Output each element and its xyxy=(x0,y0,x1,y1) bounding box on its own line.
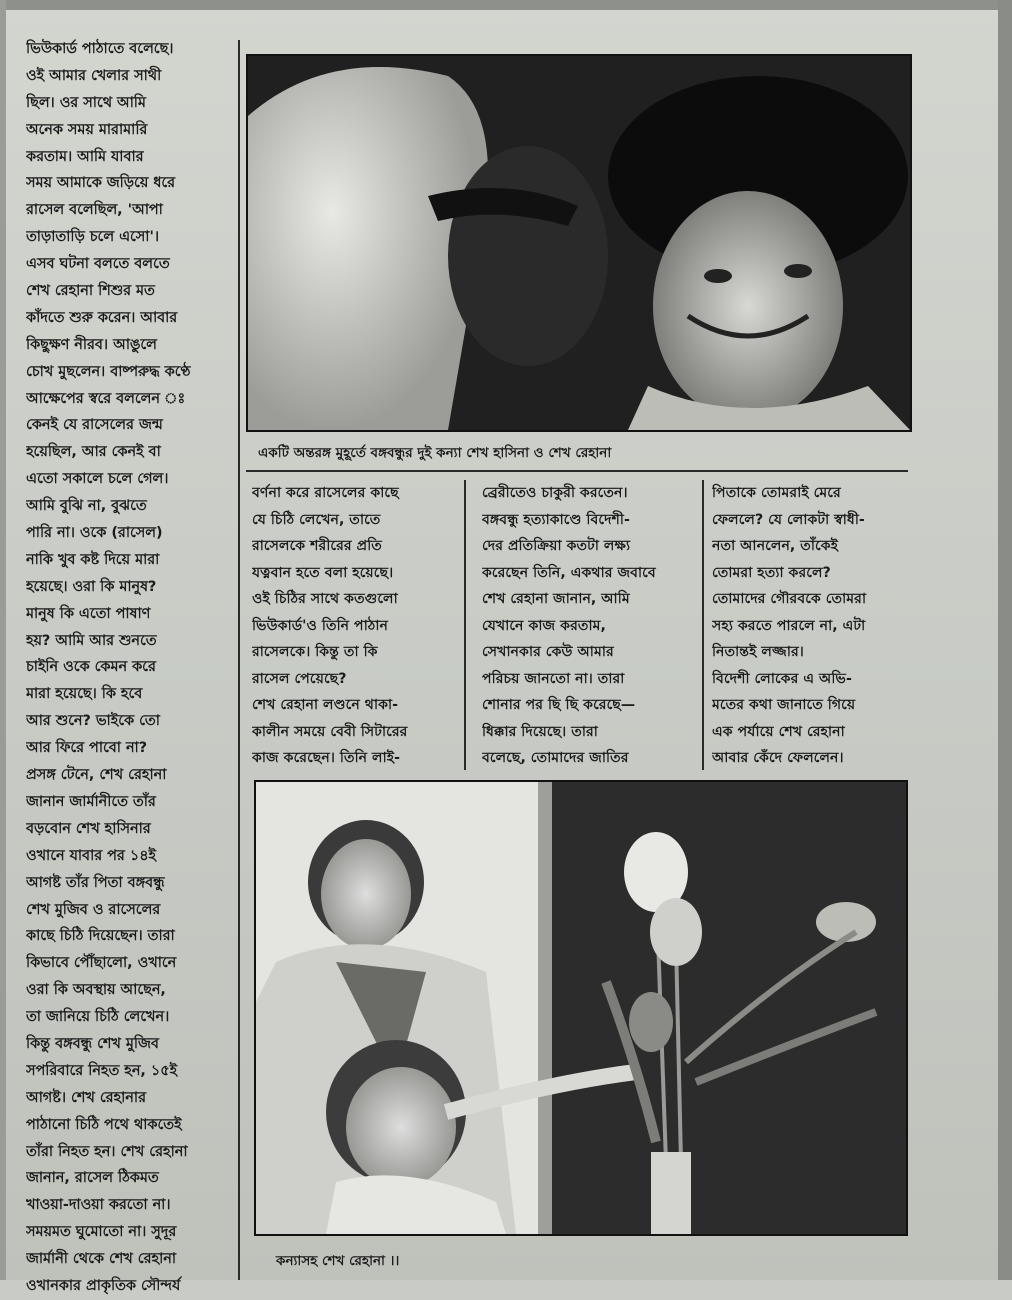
text-line: সময় আমাকে জড়িয়ে ধরে xyxy=(26,175,176,192)
text-line: কিন্তু বঙ্গবন্ধু শেখ মুজিব xyxy=(26,1035,159,1052)
text-line: ভিউকার্ড পাঠাতে বলেছে। xyxy=(26,41,174,57)
text-line: ওই আমার খেলার সাথী xyxy=(26,67,162,84)
text-column-mid-2 xyxy=(482,480,696,772)
text-line: শেখ রেহানা জানান, আমি xyxy=(482,591,630,607)
text-line: অনেক সময় মারামারি xyxy=(26,121,148,138)
text-line: করেছেন তিনি, একথার জবাবে xyxy=(482,564,656,581)
column-divider-mid-2 xyxy=(702,480,704,770)
text-line: তাঁরা নিহত হন। শেখ রেহানা xyxy=(26,1143,188,1160)
text-line: এসব ঘটনা বলতে বলতে xyxy=(26,256,170,273)
text-line: এক পর্যায়ে শেখ রেহানা xyxy=(712,723,845,740)
text-line: দের প্রতিক্রিয়া কতটা লক্ষ্য xyxy=(482,538,631,554)
text-line: যেখানে কাজ করতাম, xyxy=(482,617,606,634)
text-line: শেখ রেহানা শিশুর মত xyxy=(26,283,155,300)
text-line: রাসেল পেয়েছে? xyxy=(252,670,347,687)
text-line: শেখ মুজিব ও রাসেলের xyxy=(26,901,161,918)
text-line: ধিক্কার দিয়েছে। তারা xyxy=(482,723,598,740)
text-line: তাড়াতাড়ি চলে এসো'। xyxy=(26,229,160,246)
text-line: পিতাকে তোমরাই মেরে xyxy=(712,485,841,501)
text-line: প্রসঙ্গ টেনে, শেখ রেহানা xyxy=(26,767,167,784)
text-line: নাকি খুব কষ্ট দিয়ে মারা xyxy=(26,551,160,568)
text-line: মারা হয়েছে। কি হবে xyxy=(26,686,143,703)
page-top-edge xyxy=(0,0,1012,10)
text-line: বিদেশী লোকের এ অভি- xyxy=(712,670,852,687)
text-line: নতা আনলেন, তাঁকেই xyxy=(712,538,839,554)
text-line: বড়বোন শেখ হাসিনার xyxy=(26,820,151,837)
text-line: ওরা কি অবস্থায় আছেন, xyxy=(26,982,166,999)
caption-rule xyxy=(246,470,908,472)
text-line: ওখানে যাবার পর ১৪ই xyxy=(26,847,157,864)
text-line: শেখ রেহানা লণ্ডনে থাকা- xyxy=(252,697,398,713)
text-line: ব্রেরীতেও চাকুরী করতেন। xyxy=(482,485,628,501)
photo-sisters xyxy=(246,54,912,432)
text-line: সহ্য করতে পারলে না, এটা xyxy=(712,617,866,634)
text-line: কালীন সময়ে বেবী সিটারের xyxy=(252,723,408,740)
text-line: ছিল। ওর সাথে আমি xyxy=(26,94,146,111)
text-line: কাছে চিঠি দিয়েছেন। তারা xyxy=(26,928,175,945)
text-line: আগষ্ট। শেখ রেহানার xyxy=(26,1089,146,1106)
text-line: হয়েছিল, আর কেনই বা xyxy=(26,444,161,461)
text-line: পরিচয় জানতো না। তারা xyxy=(482,670,625,687)
text-line: সপরিবারে নিহত হন, ১৫ই xyxy=(26,1062,178,1079)
photo-mother-child xyxy=(254,780,908,1236)
text-line: আগষ্ট তাঁর পিতা বঙ্গবন্ধু xyxy=(26,874,165,891)
text-line: বলেছে, তোমাদের জাতির xyxy=(482,750,629,766)
column-divider-left xyxy=(238,40,240,1280)
text-line: ওই চিঠির সাথে কতগুলো xyxy=(252,591,398,607)
photo-sisters-image xyxy=(248,56,910,430)
text-line: ভিউকার্ড'ও তিনি পাঠান xyxy=(252,617,388,634)
text-line: আবার কেঁদে ফেললেন। xyxy=(712,750,844,766)
text-line: সময়মত ঘুমোতো না। সুদূর xyxy=(26,1224,177,1241)
text-line: বঙ্গবন্ধু হত্যাকাণ্ডে বিদেশী- xyxy=(482,511,630,528)
text-line: কিভাবে পৌঁছালো, ওখানে xyxy=(26,955,177,972)
text-line: এতো সকালে চলে গেল। xyxy=(26,471,169,488)
photo-mother-child-caption: কন্যাসহ শেখ রেহানা ।। xyxy=(276,1253,400,1269)
page-left-edge xyxy=(0,0,6,1280)
text-line: জানান, রাসেল ঠিকমত xyxy=(26,1170,159,1187)
text-line: কাজ করেছেন। তিনি লাই- xyxy=(252,750,401,766)
text-line: বর্ণনা করে রাসেলের কাছে xyxy=(252,485,399,501)
text-line: সেখানকার কেউ আমার xyxy=(482,644,614,660)
text-line: কাঁদতে শুরু করেন। আবার xyxy=(26,309,178,326)
text-line: ফেললে? যে লোকটা স্বাধী- xyxy=(712,511,865,528)
text-line: কেনই যে রাসেলের জন্ম xyxy=(26,417,163,434)
text-line: চাইনি ওকে কেমন করে xyxy=(26,659,156,676)
text-line: যত্নবান হতে বলা হয়েছে। xyxy=(252,564,394,581)
photo-mother-child-image xyxy=(256,782,906,1234)
text-line: যে চিঠি লেখেন, তাতে xyxy=(252,511,381,528)
text-line: আর ফিরে পাবো না? xyxy=(26,740,148,757)
text-line: তোমাদের গৌরবকে তোমরা xyxy=(712,591,867,607)
text-column-mid-1 xyxy=(252,480,458,772)
page-right-edge xyxy=(998,0,1012,1280)
text-line: কিছুক্ষণ নীরব। আঙুলে xyxy=(26,336,157,353)
text-line: হয়েছে। ওরা কি মানুষ? xyxy=(26,578,157,595)
text-column-mid-3 xyxy=(712,480,934,772)
column-divider-mid-1 xyxy=(464,480,466,770)
text-line: মানুষ কি এতো পাষাণ xyxy=(26,605,151,622)
text-line: শোনার পর ছি ছি করেছে— xyxy=(482,697,636,713)
text-line: পারি না। ওকে (রাসেল) xyxy=(26,525,163,542)
text-line: খাওয়া-দাওয়া করতো না। xyxy=(26,1197,171,1214)
text-line: আক্ষেপের স্বরে বললেন ঃ xyxy=(26,390,186,407)
text-line: মতের কথা জানাতে গিয়ে xyxy=(712,697,856,713)
text-line: করতাম। আমি যাবার xyxy=(26,148,144,165)
text-line: জার্মানী থেকে শেখ রেহানা xyxy=(26,1251,177,1268)
text-column-left xyxy=(26,36,232,1300)
text-line: তোমরা হত্যা করলে? xyxy=(712,564,831,581)
text-line: চোখ মুছলেন। বাষ্পরুদ্ধ কণ্ঠে xyxy=(26,363,191,380)
text-line: রাসেল বলেছিল, 'আপা xyxy=(26,202,163,219)
text-line: ওখানকার প্রাকৃতিক সৌন্দর্য xyxy=(26,1277,181,1294)
text-line: জানান জার্মানীতে তাঁর xyxy=(26,793,156,810)
text-line: পাঠানো চিঠি পথে থাকতেই xyxy=(26,1116,182,1133)
text-line: আর শুনে? ভাইকে তো xyxy=(26,713,160,730)
text-line: নিতান্তই লজ্জার। xyxy=(712,644,804,660)
photo-sisters-caption: একটি অন্তরঙ্গ মুহূর্তে বঙ্গবন্ধুর দুই কন্যা শেখ হাসিনা ও শেখ রেহানা xyxy=(258,445,612,461)
text-line: তা জানিয়ে চিঠি লেখেন। xyxy=(26,1009,170,1026)
text-line: রাসেলকে। কিন্তু তা কি xyxy=(252,644,378,660)
text-line: আমি বুঝি না, বুঝতে xyxy=(26,498,147,515)
text-line: রাসেলকে শরীরের প্রতি xyxy=(252,538,382,554)
text-line: হয়? আমি আর শুনতে xyxy=(26,632,157,649)
